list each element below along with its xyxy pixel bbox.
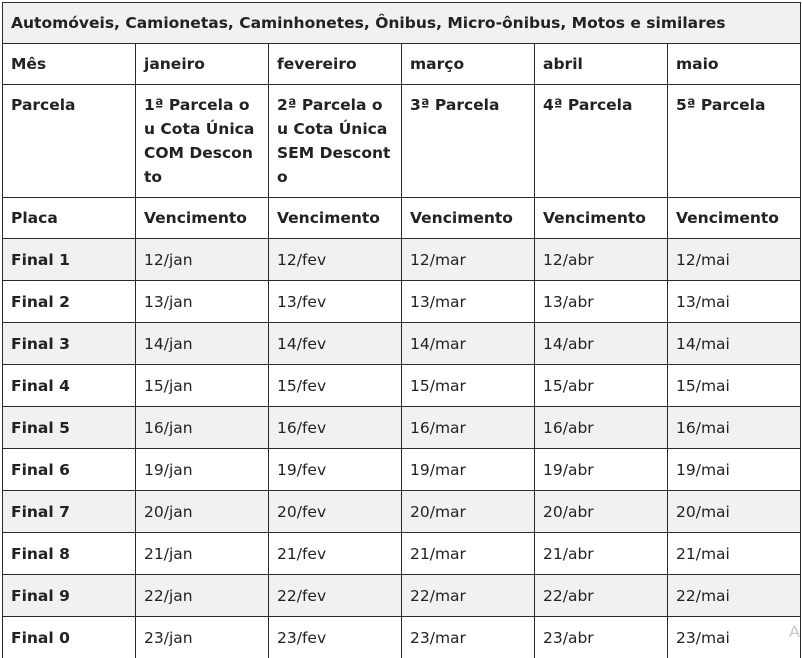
plate-row <box>3 198 801 239</box>
due-date-cell: 23/abr <box>535 617 668 658</box>
due-date-cell: 22/abr <box>535 575 668 617</box>
due-date-cell: 20/jan <box>136 491 269 533</box>
due-date-cell: 20/fev <box>269 491 402 533</box>
installment-row-label: Parcela <box>3 85 136 198</box>
due-date-cell: 16/fev <box>269 407 402 449</box>
due-date-cell: 19/abr <box>535 449 668 491</box>
due-date-cell: 23/fev <box>269 617 402 658</box>
plate-final-label: Final 4 <box>3 365 136 407</box>
table-title: Automóveis, Camionetas, Caminhonetes, Ônibus, Micro-ônibus, Motos e similares <box>3 3 801 44</box>
table-body <box>3 3 801 658</box>
due-date-cell: 14/fev <box>269 323 402 365</box>
installment-header: 2ª Parcela ou Cota Única SEM Desconto <box>269 85 402 198</box>
due-date-cell: 20/mai <box>668 491 801 533</box>
due-date-cell: 21/mai <box>668 533 801 575</box>
due-date-header: Vencimento <box>402 198 535 239</box>
installment-header: 5ª Parcela <box>668 85 801 198</box>
month-header: março <box>402 44 535 85</box>
due-date-cell: 13/mar <box>402 281 535 323</box>
due-date-cell: 16/mar <box>402 407 535 449</box>
due-date-cell: 12/mai <box>668 239 801 281</box>
due-date-cell: 12/fev <box>269 239 402 281</box>
plate-final-label: Final 1 <box>3 239 136 281</box>
table-row <box>3 533 801 575</box>
due-date-cell: 12/mar <box>402 239 535 281</box>
corner-mark: A <box>789 622 800 641</box>
due-date-header: Vencimento <box>269 198 402 239</box>
installment-header: 4ª Parcela <box>535 85 668 198</box>
due-date-cell: 14/mar <box>402 323 535 365</box>
installment-header: 3ª Parcela <box>402 85 535 198</box>
due-date-cell: 15/jan <box>136 365 269 407</box>
plate-final-label: Final 8 <box>3 533 136 575</box>
plate-final-label: Final 7 <box>3 491 136 533</box>
due-date-header: Vencimento <box>136 198 269 239</box>
title-row <box>3 3 801 44</box>
due-date-cell: 13/abr <box>535 281 668 323</box>
due-date-cell: 20/abr <box>535 491 668 533</box>
due-date-cell: 14/abr <box>535 323 668 365</box>
due-date-header: Vencimento <box>668 198 801 239</box>
plate-final-label: Final 6 <box>3 449 136 491</box>
due-date-cell: 12/abr <box>535 239 668 281</box>
due-date-cell: 16/jan <box>136 407 269 449</box>
due-date-cell: 21/abr <box>535 533 668 575</box>
due-date-cell: 22/fev <box>269 575 402 617</box>
table-row <box>3 575 801 617</box>
due-date-cell: 12/jan <box>136 239 269 281</box>
due-date-cell: 19/jan <box>136 449 269 491</box>
month-header: janeiro <box>136 44 269 85</box>
month-row <box>3 44 801 85</box>
due-date-cell: 15/mai <box>668 365 801 407</box>
table-row <box>3 491 801 533</box>
installment-row <box>3 85 801 198</box>
due-date-cell: 22/mai <box>668 575 801 617</box>
table-row <box>3 281 801 323</box>
due-date-cell: 15/mar <box>402 365 535 407</box>
due-date-cell: 21/jan <box>136 533 269 575</box>
plate-final-label: Final 5 <box>3 407 136 449</box>
table-row <box>3 407 801 449</box>
due-date-cell: 15/fev <box>269 365 402 407</box>
due-date-cell: 16/abr <box>535 407 668 449</box>
due-date-cell: 19/mar <box>402 449 535 491</box>
month-header: fevereiro <box>269 44 402 85</box>
due-date-cell: 13/fev <box>269 281 402 323</box>
month-row-label: Mês <box>3 44 136 85</box>
due-date-cell: 23/jan <box>136 617 269 658</box>
plate-final-label: Final 0 <box>3 617 136 658</box>
plate-row-label: Placa <box>3 198 136 239</box>
table-row <box>3 365 801 407</box>
due-date-cell: 13/mai <box>668 281 801 323</box>
plate-final-label: Final 9 <box>3 575 136 617</box>
due-date-cell: 21/mar <box>402 533 535 575</box>
due-date-cell: 16/mai <box>668 407 801 449</box>
month-header: abril <box>535 44 668 85</box>
ipva-schedule-table <box>2 2 801 658</box>
due-date-cell: 14/jan <box>136 323 269 365</box>
plate-final-label: Final 3 <box>3 323 136 365</box>
table-row <box>3 617 801 658</box>
due-date-cell: 21/fev <box>269 533 402 575</box>
due-date-cell: 23/mar <box>402 617 535 658</box>
table-row <box>3 323 801 365</box>
due-date-cell: 20/mar <box>402 491 535 533</box>
table-row <box>3 239 801 281</box>
due-date-cell: 23/mai <box>668 617 801 658</box>
due-date-cell: 19/mai <box>668 449 801 491</box>
plate-final-label: Final 2 <box>3 281 136 323</box>
due-date-cell: 13/jan <box>136 281 269 323</box>
due-date-header: Vencimento <box>535 198 668 239</box>
installment-header: 1ª Parcela ou Cota Única COM Desconto <box>136 85 269 198</box>
table-row <box>3 449 801 491</box>
due-date-cell: 22/jan <box>136 575 269 617</box>
due-date-cell: 19/fev <box>269 449 402 491</box>
month-header: maio <box>668 44 801 85</box>
due-date-cell: 22/mar <box>402 575 535 617</box>
due-date-cell: 14/mai <box>668 323 801 365</box>
due-date-cell: 15/abr <box>535 365 668 407</box>
